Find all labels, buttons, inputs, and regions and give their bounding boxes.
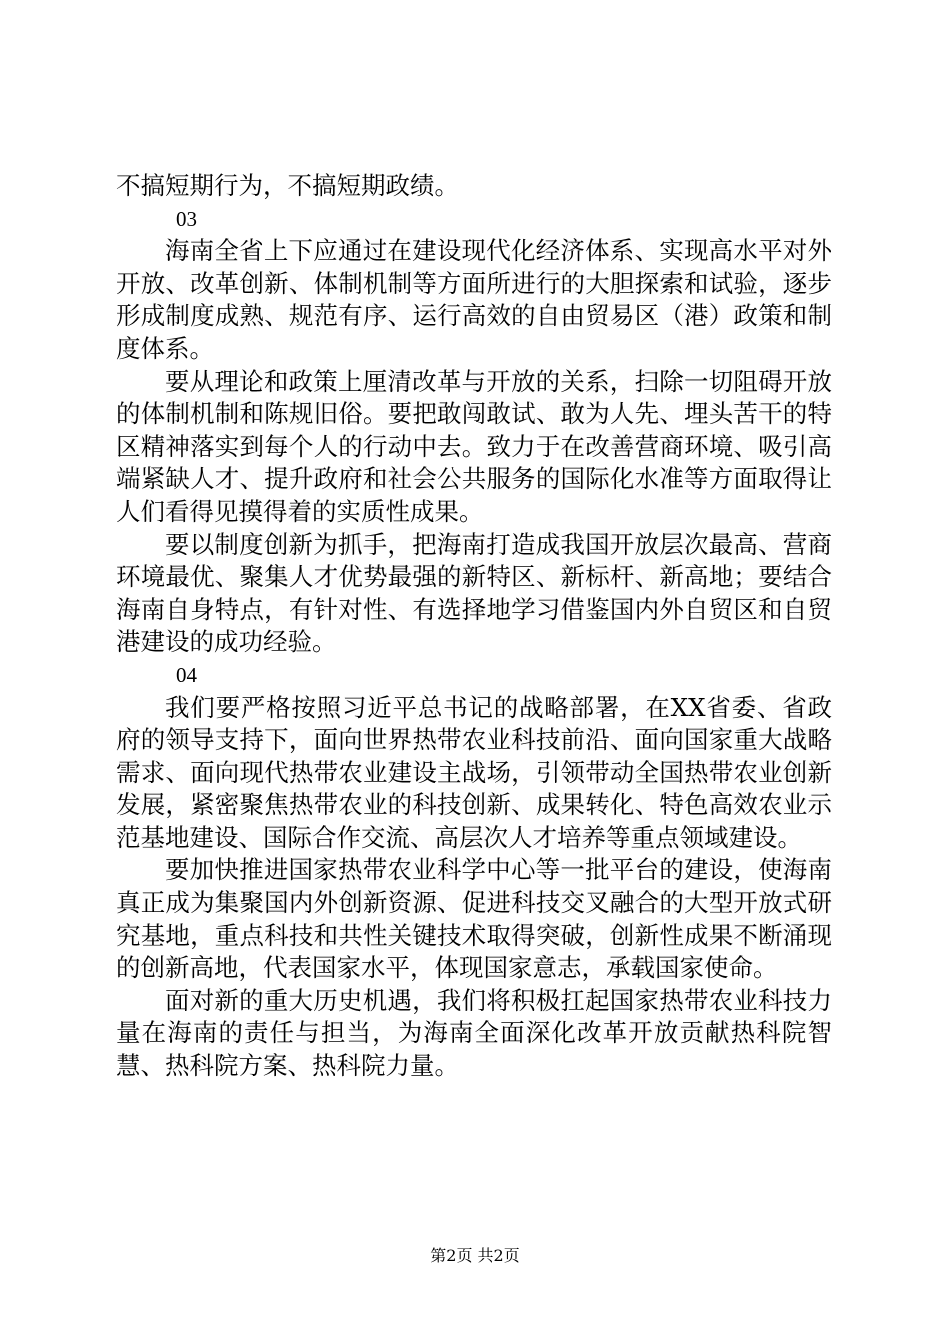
paragraph: 我们要严格按照习近平总书记的战略部署，在XX省委、省政府的领导支持下，面向世界热带农业科技前沿、面向国家重大战略需求、面向现代热带农业建设主战场，引领带动全国热带农业创新发展，紧密聚焦热带农业的科技创新、成果转化、特色高效农业示范基地建设、国际合作交流、高层次人才培养等重点领域建设。 [116, 692, 832, 852]
paragraph: 面对新的重大历史机遇，我们将积极扛起国家热带农业科技力量在海南的责任与担当，为海南全面深化改革开放贡献热科院智慧、热科院方案、热科院力量。 [116, 985, 832, 1081]
paragraph: 不搞短期行为，不搞短期政绩。 [116, 171, 459, 200]
paragraph: 要加快推进国家热带农业科学中心等一批平台的建设，使海南真正成为集聚国内外创新资源、促进科技交叉融合的大型开放式研究基地，重点科技和共性关键技术取得突破，创新性成果不断涌现的创新高地，代表国家水平，体现国家意志，承载国家使命。 [116, 855, 832, 983]
paragraph: 要从理论和政策上厘清改革与开放的关系，扫除一切阻碍开放的体制机制和陈规旧俗。要把敢闯敢试、敢为人先、埋头苦干的特区精神落实到每个人的行动中去。致力于在改善营商环境、吸引高端紧缺人才、提升政府和社会公共服务的国际化水准等方面取得让人们看得见摸得着的实质性成果。 [116, 366, 832, 526]
section-number: 03 [176, 206, 197, 231]
paragraph: 要以制度创新为抓手，把海南打造成我国开放层次最高、营商环境最优、聚集人才优势最强的新特区、新标杆、新高地；要结合海南自身特点，有针对性、有选择地学习借鉴国内外自贸区和自贸港建设的成功经验。 [116, 529, 832, 657]
document-body [116, 170, 832, 1083]
page-footer: 第2页 共2页 [430, 1246, 520, 1265]
paragraph: 海南全省上下应通过在建设现代化经济体系、实现高水平对外开放、改革创新、体制机制等方面所进行的大胆探索和试验，逐步形成制度成熟、规范有序、运行高效的自由贸易区（港）政策和制度体系。 [116, 236, 832, 363]
section-number: 04 [176, 662, 197, 687]
